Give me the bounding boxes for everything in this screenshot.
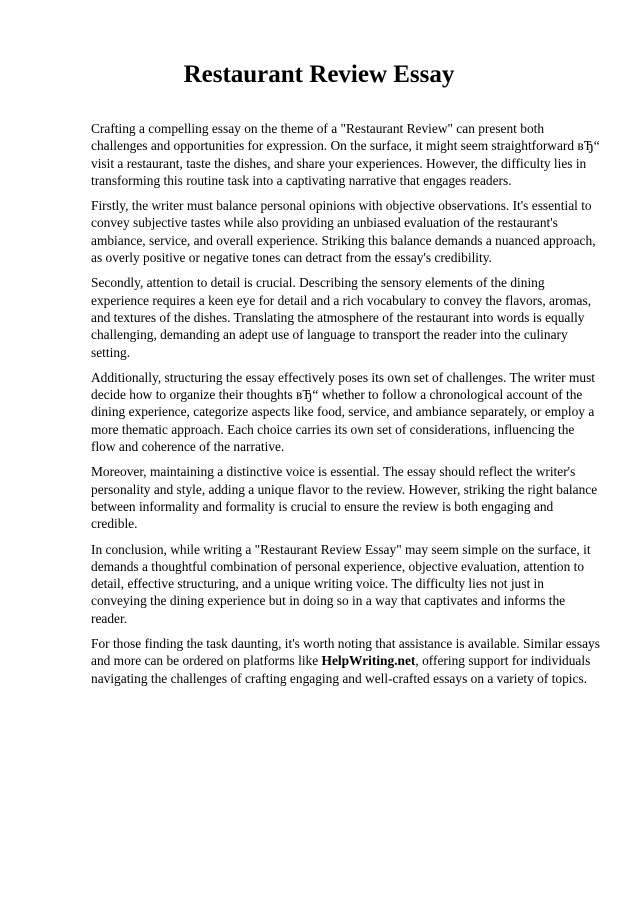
paragraph-final	[91, 635, 601, 687]
final-text-before: For those finding the task daunting, it's worth noting that assistance is available. Similar essays and more can be ordered on platforms like	[91, 636, 600, 669]
final-text-after: , offering support for individuals navigating the challenges of crafting engaging and well-crafted essays on a variety of topics.	[91, 653, 591, 686]
paragraph-additionally: Additionally, structuring the essay effectively poses its own set of challenges. The writer must decide how to organize their thoughts вЂ“ whether to follow a chronological account of the dining experience, categorize aspects like food, service, and ambiance separately, or employ a more thematic approach. Each choice carries its own set of considerations, influencing the flow and coherence of the narrative.	[91, 369, 596, 455]
essay-body	[91, 120, 601, 695]
helpwriting-link[interactable]: HelpWriting.net	[321, 653, 416, 669]
page-title: Restaurant Review Essay	[183, 61, 455, 88]
paragraph-moreover: Moreover, maintaining a distinctive voice is essential. The essay should reflect the writer's personality and style, adding a unique flavor to the review. However, striking the right balance between informality and formality is crucial to ensure the review is both engaging and credible.	[91, 464, 598, 532]
paragraph-conclusion: In conclusion, while writing a "Restaurant Review Essay" may seem simple on the surface, it demands a thoughtful combination of personal experience, objective evaluation, attention to detail, effective structuring, and a unique writing voice. The difficulty lies not just in conveying the dining experience but in doing so in a way that captivates and informs the reader.	[91, 541, 591, 626]
paragraph-secondly: Secondly, attention to detail is crucial. Describing the sensory elements of the dining experience requires a keen eye for detail and a rich vocabulary to convey the flavors, aromas, and textures of the dishes. Translating the atmosphere of the restaurant into words is equally challenging, demanding an adept use of language to transport the reader into the culinary setting.	[91, 275, 592, 360]
paragraph-firstly: Firstly, the writer must balance personal opinions with objective observations. It's essential to convey subjective tastes while also providing an unbiased evaluation of the restaurant's ambiance, service, and overall experience. Striking this balance demands a nuanced approach, as overly positive or negative tones can detract from the essay's credibility.	[91, 198, 596, 266]
paragraph-intro: Crafting a compelling essay on the theme of a "Restaurant Review" can present both challenges and opportunities for expression. On the surface, it might seem straightforward вЂ“ visit a restaurant, taste the dishes, and share your experiences. However, the difficulty lies in transforming this routine task into a captivating narrative that engages readers.	[91, 121, 600, 188]
